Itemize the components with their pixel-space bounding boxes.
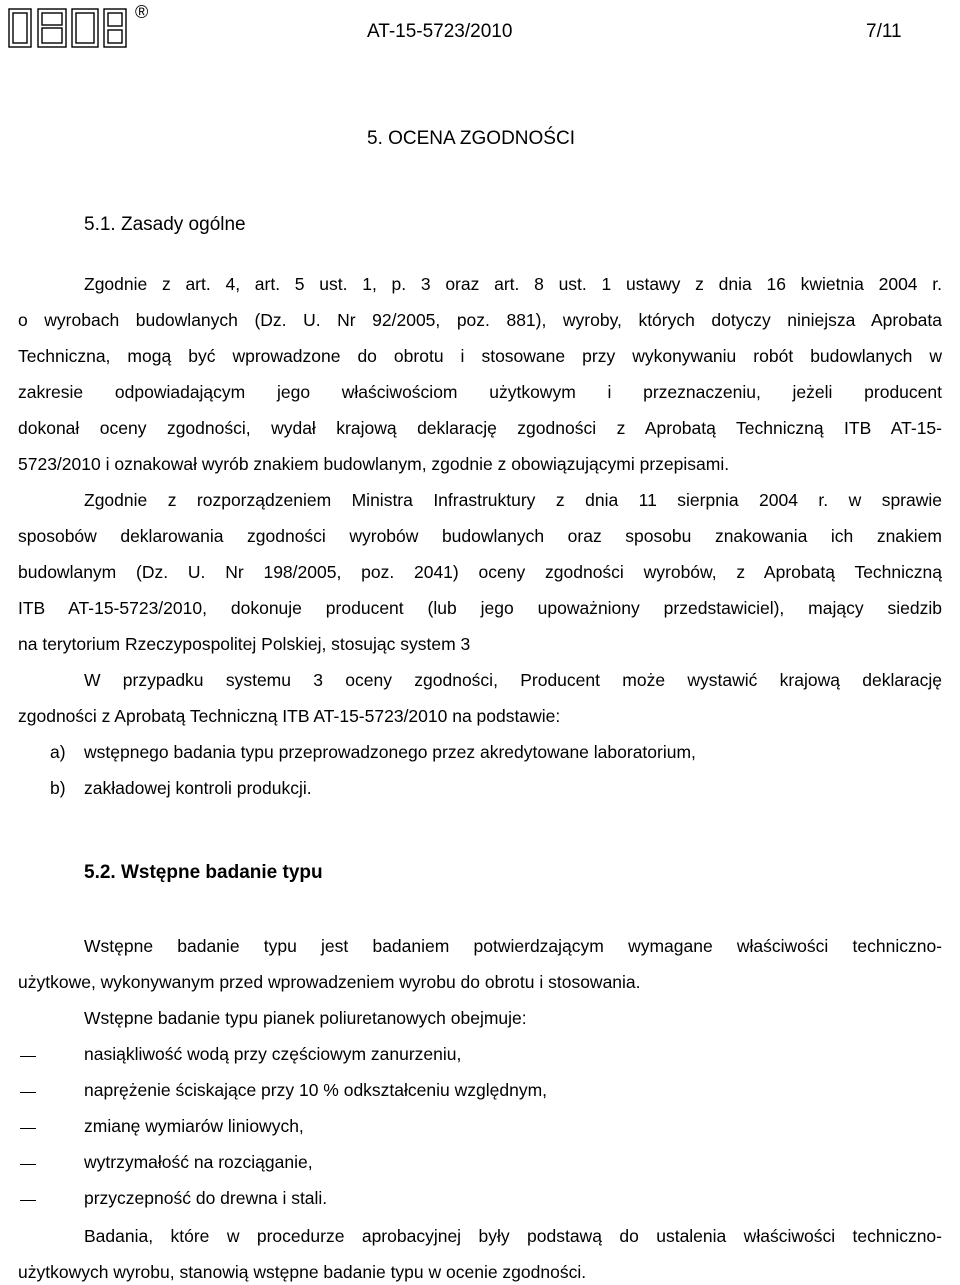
dash-bullet bbox=[20, 1164, 36, 1165]
subsection-title: 5.1. Zasady ogólne bbox=[84, 214, 246, 235]
dash-bullet bbox=[20, 1092, 36, 1093]
list-item: zakładowej kontroli produkcji. bbox=[84, 778, 312, 798]
paragraph-line: Zgodnie z rozporządzeniem Ministra Infrastruktury z dnia 11 sierpnia 2004 r. w sprawie bbox=[84, 490, 942, 510]
list-item: wstępnego badania typu przeprowadzonego przez akredytowane laboratorium, bbox=[84, 742, 696, 762]
paragraph-line: budowlanym (Dz. U. Nr 198/2005, poz. 2041) oceny zgodności wyrobów, z Aprobatą Techniczną bbox=[18, 562, 942, 582]
subsection-title: 5.2. Wstępne badanie typu bbox=[84, 862, 323, 883]
paragraph-line: zgodności z Aprobatą Techniczną ITB AT-15-5723/2010 na podstawie: bbox=[18, 706, 561, 726]
itb-logo bbox=[8, 2, 149, 50]
paragraph-line: dokonał oceny zgodności, wydał krajową deklarację zgodności z Aprobatą Techniczną ITB AT-15- bbox=[18, 418, 942, 438]
bullet-item: zmianę wymiarów liniowych, bbox=[84, 1116, 304, 1136]
paragraph-line: W przypadku systemu 3 oceny zgodności, Producent może wystawić krajową deklarację bbox=[84, 670, 942, 690]
bullet-item: naprężenie ściskające przy 10 % odkształceniu względnym, bbox=[84, 1080, 548, 1100]
bullet-item: przyczepność do drewna i stali. bbox=[84, 1188, 328, 1208]
paragraph-line: Techniczna, mogą być wprowadzone do obrotu i stosowane przy wykonywaniu robót budowlanych w bbox=[18, 346, 942, 366]
itb-logo-graphic bbox=[8, 4, 128, 50]
paragraph-line: na terytorium Rzeczypospolitej Polskiej, stosując system 3 bbox=[18, 634, 471, 654]
bullet-item: wytrzymałość na rozciąganie, bbox=[84, 1152, 313, 1172]
doc-number: AT-15-5723/2010 bbox=[367, 21, 513, 42]
paragraph-line: sposobów deklarowania zgodności wyrobów budowlanych oraz sposobu znakowania ich znakiem bbox=[18, 526, 942, 546]
paragraph-line: zakresie odpowiadającym jego właściwościom użytkowym i przeznaczeniu, jeżeli producent bbox=[18, 382, 942, 402]
paragraph-line: Zgodnie z art. 4, art. 5 ust. 1, p. 3 oraz art. 8 ust. 1 ustawy z dnia 16 kwietnia 2004 r. bbox=[84, 274, 942, 294]
paragraph-line: o wyrobach budowlanych (Dz. U. Nr 92/2005, poz. 881), wyroby, których dotyczy niniejsza Aprobata bbox=[18, 310, 942, 330]
paragraph-line: użytkowe, wykonywanym przed wprowadzeniem wyrobu do obrotu i stosowania. bbox=[18, 972, 641, 992]
paragraph-line: Badania, które w procedurze aprobacyjnej były podstawą do ustalenia właściwości techniczno- bbox=[84, 1226, 942, 1246]
dash-bullet bbox=[20, 1056, 36, 1057]
paragraph-line: 5723/2010 i oznakował wyrób znakiem budowlanym, zgodnie z obowiązującymi przepisami. bbox=[18, 454, 730, 474]
page-number: 7/11 bbox=[866, 21, 902, 42]
paragraph-line: ITB AT-15-5723/2010, dokonuje producent (lub jego upoważniony przedstawiciel), mający siedzib bbox=[18, 598, 942, 618]
bullet-item: nasiąkliwość wodą przy częściowym zanurzeniu, bbox=[84, 1044, 462, 1064]
paragraph-line: Wstępne badanie typu pianek poliuretanowych obejmuje: bbox=[84, 1008, 527, 1028]
section-title: 5. OCENA ZGODNOŚCI bbox=[367, 128, 575, 149]
list-marker: b) bbox=[50, 778, 66, 798]
dash-bullet bbox=[20, 1200, 36, 1201]
paragraph-line: użytkowych wyrobu, stanowią wstępne badanie typu w ocenie zgodności. bbox=[18, 1262, 587, 1282]
dash-bullet bbox=[20, 1128, 36, 1129]
registered-mark: ® bbox=[135, 2, 149, 22]
paragraph-line: Wstępne badanie typu jest badaniem potwierdzającym wymagane właściwości techniczno- bbox=[84, 936, 942, 956]
list-marker: a) bbox=[50, 742, 66, 762]
